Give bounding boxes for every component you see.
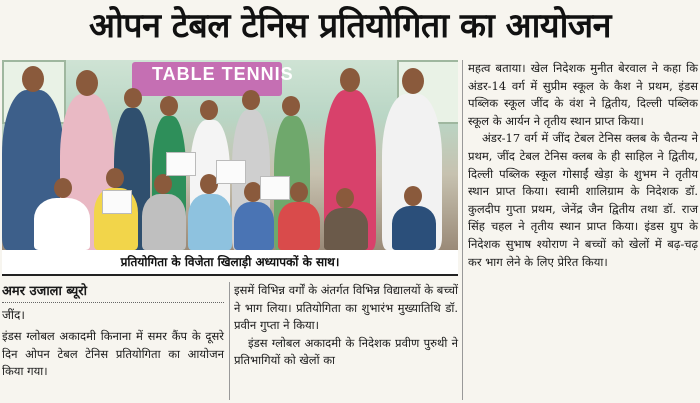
child-head <box>282 96 300 116</box>
certificate <box>102 190 132 214</box>
child-figure <box>234 202 274 250</box>
child-head <box>404 186 422 206</box>
adult-head <box>22 66 44 92</box>
child-head <box>336 188 354 208</box>
paragraph: इंडस ग्लोबल अकादमी किनाना में समर कैंप के दूसरे दिन ओपन टेबल टेनिस प्रतियोगिता का आयोजन किया गया। <box>2 329 224 379</box>
certificate <box>216 160 246 184</box>
byline: अमर उजाला ब्यूरो <box>2 282 224 303</box>
child-figure <box>188 194 232 250</box>
adult-head <box>76 70 98 96</box>
column-2 <box>234 282 458 370</box>
column-3 <box>468 60 698 271</box>
column-divider <box>462 60 463 400</box>
child-figure <box>142 194 186 250</box>
paragraph: इसमें विभिन्न वर्गों के अंतर्गत विभिन्न विद्यालयों के बच्चों ने भाग लिया। प्रतियोगिता का शुभारंभ मुख्यातिथि डॉ. प्रवीन गुप्ता ने किया। <box>234 283 458 333</box>
paragraph: महत्व बताया। खेल निदेशक मुनीत बेरवाल ने कहा कि अंडर-14 वर्ग में सुप्रीम स्कूल के कैश ने प्रथम, इंडस पब्लिक स्कूल जींद के वंश ने द्वितीय, दिल्ली पब्लिक स्कूल के आर्यन ने तृतीय स्थान प्राप्त किया। <box>468 61 698 128</box>
photo-caption: प्रतियोगिता के विजेता खिलाड़ी अध्यापकों के साथ। <box>2 250 458 276</box>
adult-head <box>340 68 360 92</box>
adult-head <box>402 68 424 94</box>
child-figure <box>324 208 368 250</box>
child-head <box>106 168 124 188</box>
child-head <box>154 174 172 194</box>
child-head <box>124 88 142 108</box>
child-head <box>160 96 178 116</box>
child-head <box>54 178 72 198</box>
paragraph: अंडर-17 वर्ग में जींद टेबल टेनिस क्लब के चैतन्य ने प्रथम, जींद टेबल टेनिस क्लब के ही साहिल ने द्वितीय, दिल्ली पब्लिक स्कूल गोसाईं खेड़ा के शुभम ने तृतीय स्थान प्राप्त किया। स्वामी शालिग्राम के निदेशक डॉ. कुलदीप गुप्ता प्रथम, जेनेंद्र जैन द्वितीय तथा डॉ. राज सिंह चहल ने तृतीय स्थान प्राप्त किया। इंडस ग्रुप के निदेशक सुभाष श्योराण ने बच्चों को खेलों में बढ़-चढ़ कर भाग लेने के लिए प्रेरित किया। <box>468 131 698 269</box>
column-divider <box>229 282 230 400</box>
column-1 <box>2 282 224 381</box>
group-photo <box>2 60 458 250</box>
banner-text: TABLE TENNIS <box>152 64 294 84</box>
child-head <box>242 90 260 110</box>
child-figure <box>392 206 436 250</box>
child-head <box>290 182 308 202</box>
headline: ओपन टेबल टेनिस प्रतियोगिता का आयोजन <box>88 6 612 46</box>
paragraph: इंडस ग्लोबल अकादमी के निदेशक प्रवीण पुरुथी ने प्रतिभागियों को खेलों का <box>234 335 458 368</box>
certificate <box>166 152 196 176</box>
dateline: जींद। <box>2 308 25 322</box>
child-figure <box>34 198 90 250</box>
certificate <box>260 176 290 200</box>
child-figure <box>278 202 320 250</box>
child-head <box>200 100 218 120</box>
